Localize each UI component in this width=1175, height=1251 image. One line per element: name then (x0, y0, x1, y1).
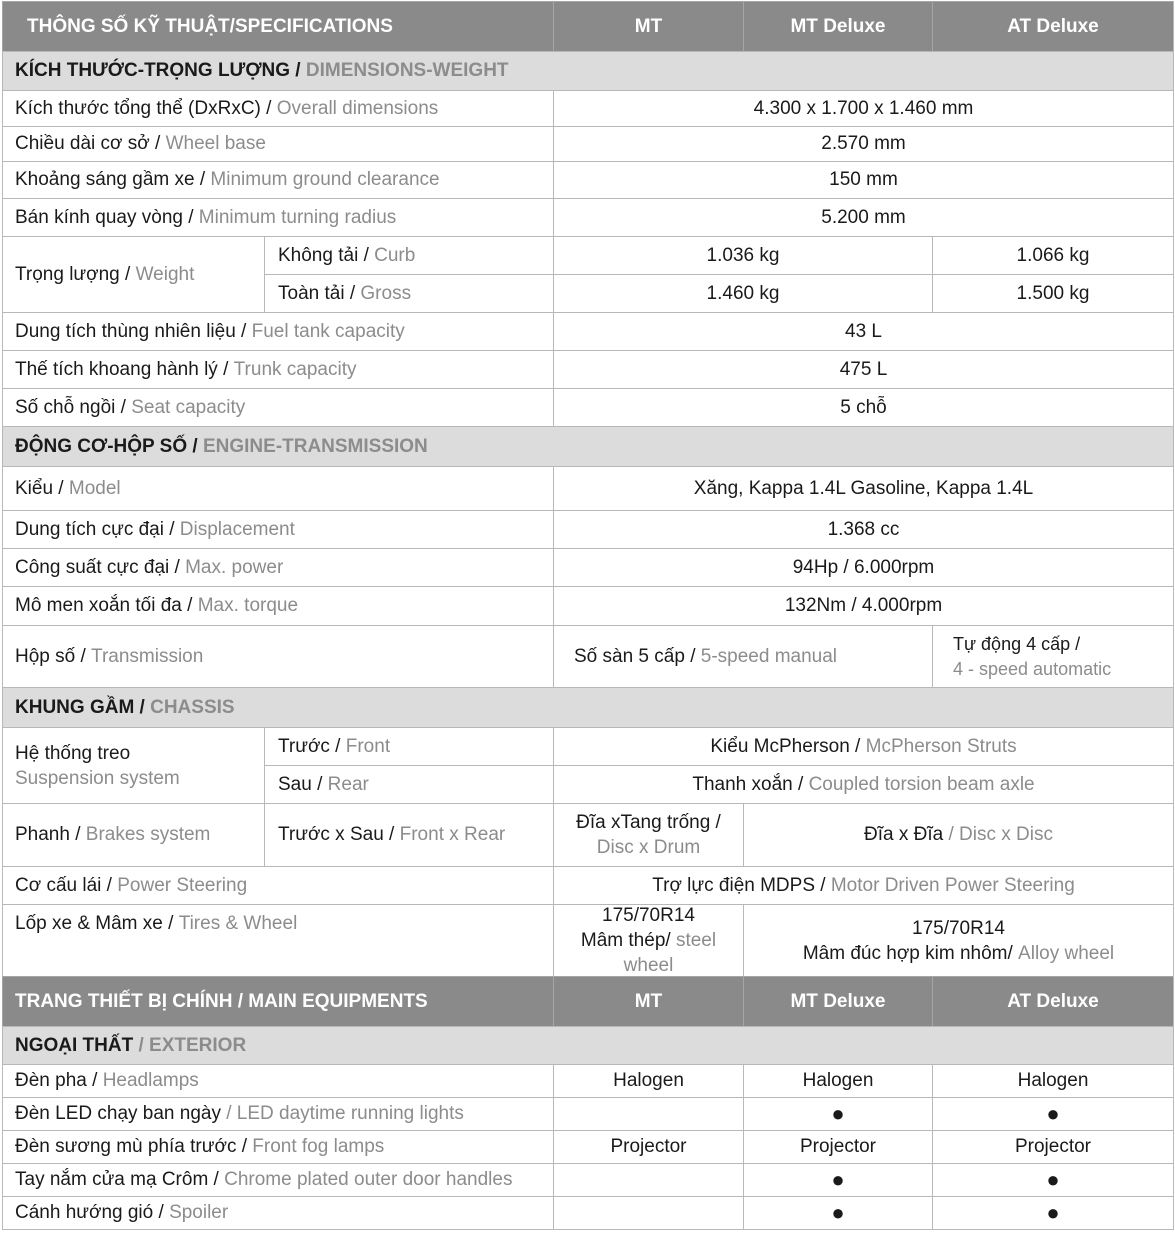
row-fuel-value: 43 L (553, 312, 1173, 350)
brakes-sub-label: Trước x Sau / Front x Rear (278, 824, 506, 845)
row-seats-value: 5 chỗ (553, 388, 1173, 426)
col-at-deluxe: AT Deluxe (932, 1, 1173, 51)
section-exterior: NGOẠI THẤT / EXTERIOR (2, 1026, 1173, 1064)
suspension-rear-value: Thanh xoắn / Coupled torsion beam axle (553, 765, 1173, 803)
row-model-value: Xăng, Kappa 1.4L Gasoline, Kappa 1.4L (553, 466, 1173, 510)
row-drl-label: Đèn LED chạy ban ngày / LED daytime running lights (2, 1097, 553, 1130)
suspension-rear-label: Sau / Rear (278, 773, 369, 795)
row-wheelbase-label: Chiều dài cơ sở / Wheel base (2, 126, 553, 161)
row-fuel-label: Dung tích thùng nhiên liệu / Fuel tank capacity (2, 312, 553, 350)
row-power-value: 94Hp / 6.000rpm (553, 548, 1173, 586)
spec-table (2, 1, 1174, 1230)
row-clearance-label: Khoảng sáng gầm xe / Minimum ground clearance (2, 161, 553, 198)
row-transmission-label: Hộp số / Transmission (2, 625, 553, 687)
weight-curb-label: Không tải / Curb (265, 237, 553, 275)
row-overall-value: 4.300 x 1.700 x 1.460 mm (553, 90, 1173, 126)
headlamps-mt: Halogen (553, 1064, 743, 1097)
row-headlamps-label: Đèn pha / Headlamps (2, 1064, 553, 1097)
row-tires-label: Lốp xe & Mâm xe / Tires & Wheel (2, 904, 553, 976)
row-turning-value: 5.200 mm (553, 198, 1173, 236)
row-power-label: Công suất cực đại / Max. power (2, 548, 553, 586)
fog-mt: Projector (553, 1130, 743, 1163)
drl-mt (553, 1097, 743, 1130)
row-fog-label: Đèn sương mù phía trước / Front fog lamps (2, 1130, 553, 1163)
row-overall-label: Kích thước tổng thể (DxRxC) / Overall dimensions (2, 90, 553, 126)
row-displacement-value: 1.368 cc (553, 510, 1173, 548)
row-brakes-label: Phanh / Brakes system Trước x Sau / Front x Rear (2, 803, 553, 866)
weight-curb-at: 1.066 kg (932, 236, 1173, 274)
headlamps-atd: Halogen (932, 1064, 1173, 1097)
row-turning-label: Bán kính quay vòng / Minimum turning radius (2, 198, 553, 236)
tires-deluxe: 175/70R14 Mâm đúc hợp kim nhôm/ Alloy wheel (743, 904, 1173, 976)
row-weight-label: Trọng lượng / Weight Không tải / Curb Toàn tải / Gross (2, 236, 553, 312)
spoiler-mt (553, 1196, 743, 1229)
handles-mtd: ● (743, 1163, 932, 1196)
row-model-label: Kiểu / Model (2, 466, 553, 510)
row-torque-value: 132Nm / 4.000rpm (553, 586, 1173, 625)
row-wheelbase-value: 2.570 mm (553, 126, 1173, 161)
spoiler-mtd: ● (743, 1196, 932, 1229)
col-mt: MT (553, 1, 743, 51)
handles-mt (553, 1163, 743, 1196)
col-mt-deluxe: MT Deluxe (743, 1, 932, 51)
row-trunk-value: 475 L (553, 350, 1173, 388)
equip-col-mt: MT (553, 976, 743, 1026)
row-spoiler-label: Cánh hướng gió / Spoiler (2, 1196, 553, 1229)
section-chassis: KHUNG GẦM / CHASSIS (2, 687, 1173, 727)
row-handles-label: Tay nắm cửa mạ Crôm / Chrome plated outer door handles (2, 1163, 553, 1196)
drl-mtd: ● (743, 1097, 932, 1130)
spec-header-title: THÔNG SỐ KỸ THUẬT/SPECIFICATIONS (2, 1, 553, 51)
tires-mt: 175/70R14 Mâm thép/ steel wheel (553, 904, 743, 976)
equip-header-title: TRANG THIẾT BỊ CHÍNH / MAIN EQUIPMENTS (2, 976, 553, 1026)
equip-col-at-deluxe: AT Deluxe (932, 976, 1173, 1026)
fog-mtd: Projector (743, 1130, 932, 1163)
spoiler-atd: ● (932, 1196, 1173, 1229)
transmission-auto: Tự động 4 cấp / 4 - speed automatic (932, 625, 1173, 687)
weight-curb-mt: 1.036 kg (553, 236, 932, 274)
row-steering-value: Trợ lực điện MDPS / Motor Driven Power Steering (553, 866, 1173, 904)
headlamps-mtd: Halogen (743, 1064, 932, 1097)
row-torque-label: Mô men xoắn tối đa / Max. torque (2, 586, 553, 625)
handles-atd: ● (932, 1163, 1173, 1196)
section-engine: ĐỘNG CƠ-HỘP SỐ / ENGINE-TRANSMISSION (2, 426, 1173, 466)
drl-atd: ● (932, 1097, 1173, 1130)
weight-gross-mt: 1.460 kg (553, 274, 932, 312)
weight-gross-at: 1.500 kg (932, 274, 1173, 312)
row-suspension-label: Hệ thống treo Suspension system Trước / Front Sau / Rear (2, 727, 553, 803)
section-dimensions: KÍCH THƯỚC-TRỌNG LƯỢNG / DIMENSIONS-WEIGHT (2, 51, 1173, 90)
fog-atd: Projector (932, 1130, 1173, 1163)
brakes-deluxe: Đĩa x Đĩa / Disc x Disc (743, 803, 1173, 866)
suspension-front-label: Trước / Front (265, 728, 553, 766)
row-displacement-label: Dung tích cực đại / Displacement (2, 510, 553, 548)
row-clearance-value: 150 mm (553, 161, 1173, 198)
row-trunk-label: Thế tích khoang hành lý / Trunk capacity (2, 350, 553, 388)
transmission-manual: Số sàn 5 cấp / 5-speed manual (553, 625, 932, 687)
row-seats-label: Số chỗ ngồi / Seat capacity (2, 388, 553, 426)
brakes-mt: Đĩa xTang trống / Disc x Drum (553, 803, 743, 866)
row-steering-label: Cơ cấu lái / Power Steering (2, 866, 553, 904)
suspension-front-value: Kiểu McPherson / McPherson Struts (553, 727, 1173, 765)
weight-gross-label: Toàn tải / Gross (278, 282, 412, 304)
equip-col-mt-deluxe: MT Deluxe (743, 976, 932, 1026)
